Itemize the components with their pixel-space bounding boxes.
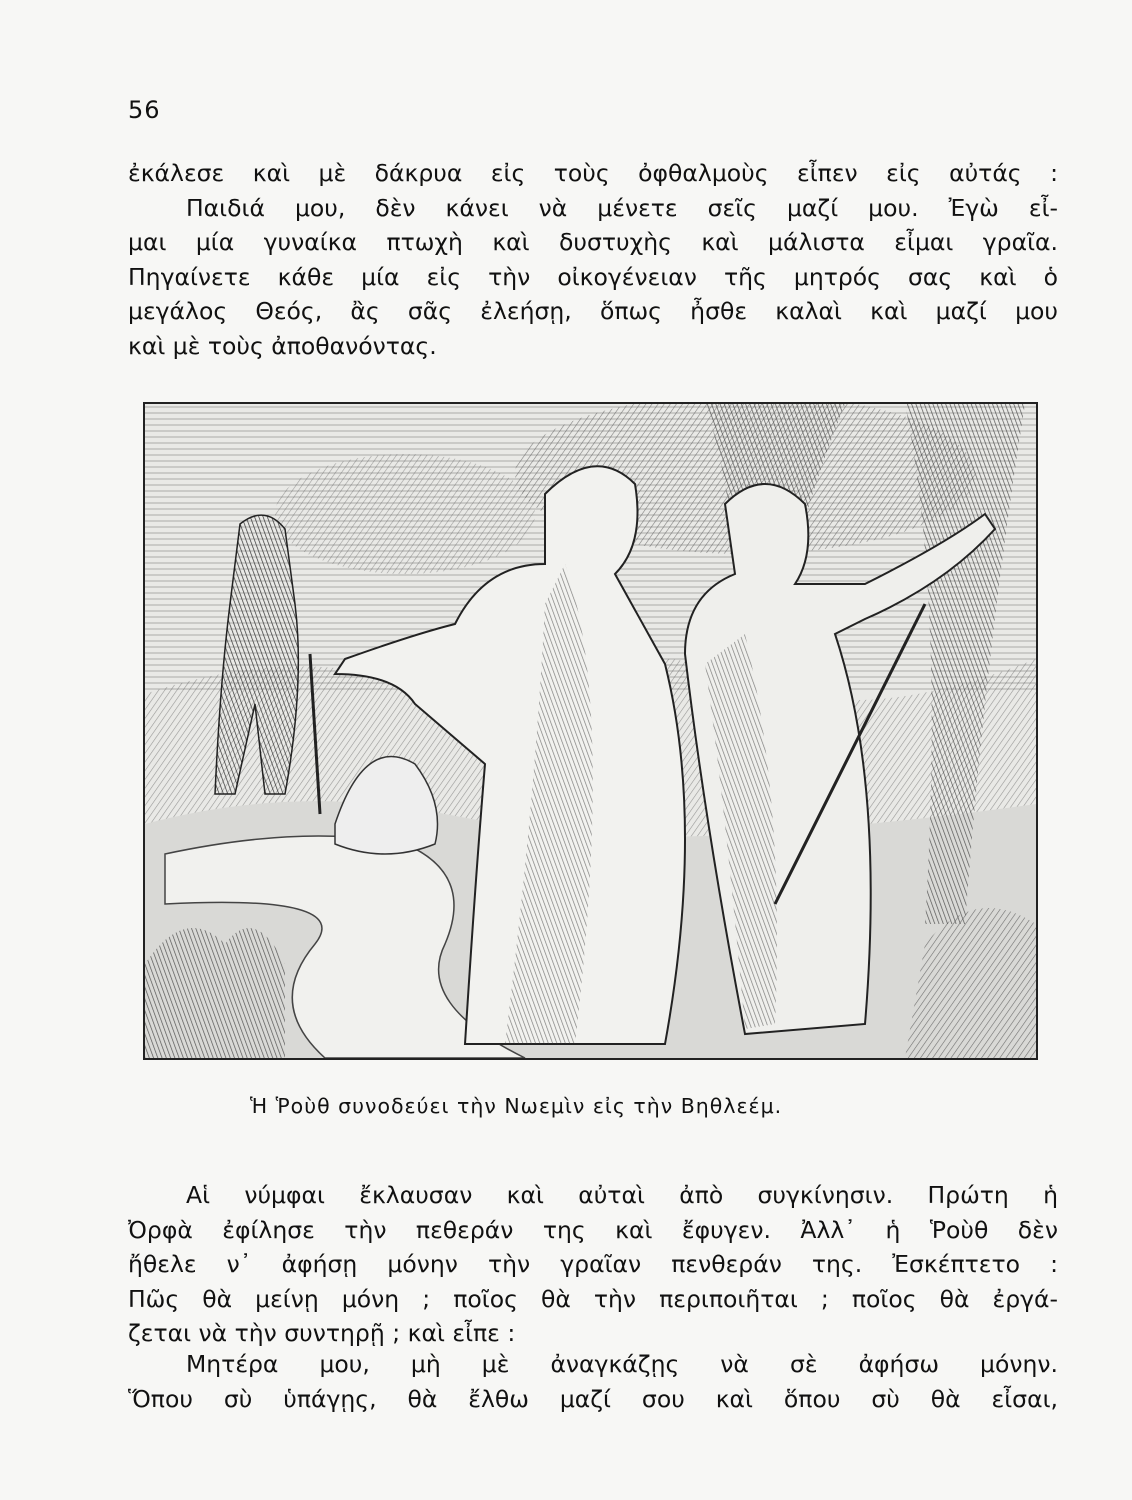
text-line: Πηγαίνετε κάθε μία εἰς τὴν οἰκογένειαν τῆς μητρός σας καὶ ὁ <box>128 262 1058 291</box>
text-line: ἐκάλεσε καὶ μὲ δάκρυα εἰς τοὺς ὀφθαλμοὺς εἶπεν εἰς αὐτάς : <box>128 159 1058 187</box>
text-line: Παιδιά μου, δὲν κάνει νὰ μένετε σεῖς μαζί μου. Ἐγὼ εἶ- <box>186 193 1058 222</box>
text-line: Ὅπου σὺ ὑπάγῃς, θὰ ἔλθω μαζί σου καὶ ὅπου σὺ θὰ εἶσαι, <box>128 1384 1058 1413</box>
paragraph-middle <box>128 1178 1058 1351</box>
text-line: ζεται νὰ τὴν συντηρῇ ; καὶ εἶπε : <box>128 1319 516 1347</box>
text-line: μαι μία γυναίκα πτωχὴ καὶ δυστυχὴς καὶ μάλιστα εἶμαι γραῖα. <box>128 228 1058 256</box>
illustration-caption: Ἡ Ῥοὺθ συνοδεύει τὴν Νωεμὶν εἰς τὴν Βηθλεέμ. <box>250 1094 783 1118</box>
text-line: Αἱ νύμφαι ἔκλαυσαν καὶ αὐταὶ ἀπὸ συγκίνησιν. Πρώτη ἡ <box>186 1181 1058 1209</box>
text-line: μεγάλος Θεός, ἂς σᾶς ἐλεήσῃ, ὅπως ἦσθε καλαὶ καὶ μαζί μου <box>128 297 1058 325</box>
engraving-illustration <box>143 402 1038 1060</box>
text-line: καὶ μὲ τοὺς ἀποθανόντας. <box>128 331 437 360</box>
text-line: ἤθελε ν᾽ ἀφήσῃ μόνην τὴν γραῖαν πενθεράν της. Ἐσκέπτετο : <box>128 1250 1058 1278</box>
engraving-picture <box>145 404 1036 1058</box>
page-number: 56 <box>128 96 161 124</box>
text-line: Μητέρα μου, μὴ μὲ ἀναγκάζῃς νὰ σὲ ἀφήσω μόνην. <box>186 1350 1058 1378</box>
text-line: Ὀρφὰ ἐφίλησε τὴν πεθεράν της καὶ ἔφυγεν. Ἀλλ᾽ ἡ Ῥοὺθ δὲν <box>128 1215 1058 1244</box>
text-line: Πῶς θὰ μείνῃ μόνη ; ποῖος θὰ τὴν περιποιῆται ; ποῖος θὰ ἐργά- <box>128 1284 1058 1313</box>
paragraph-top <box>128 156 1058 363</box>
paragraph-bottom <box>128 1347 1058 1416</box>
